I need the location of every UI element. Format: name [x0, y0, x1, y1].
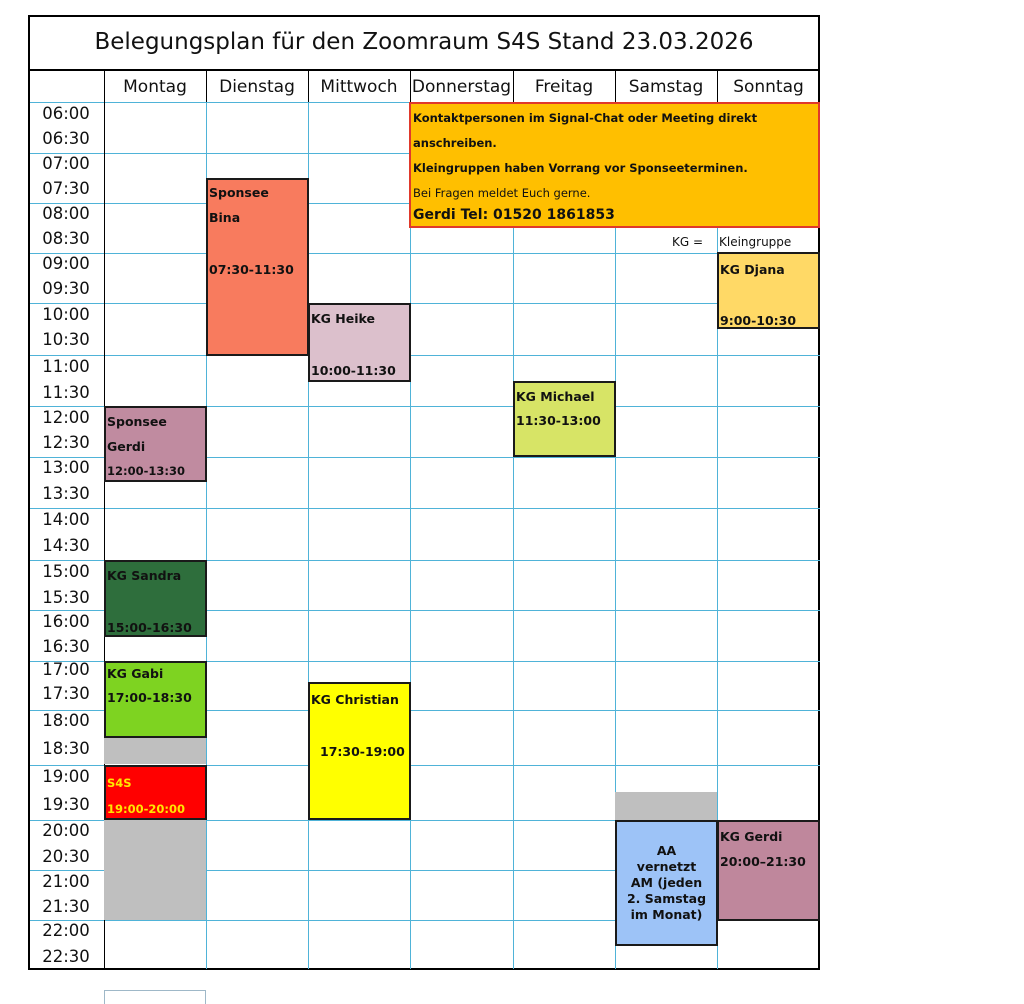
time-label: 17:00 — [42, 660, 90, 679]
event-label: AA vernetzt AM (jeden 2. Samstag im Monat) — [626, 843, 707, 922]
blocked-slot — [104, 820, 206, 920]
event-label: Sponsee — [107, 414, 167, 429]
grid-line — [30, 253, 820, 254]
event-label: Sponsee — [209, 185, 269, 200]
event-time: 07:30-11:30 — [209, 262, 294, 277]
event-kg-michael[interactable] — [513, 381, 616, 457]
grid-line — [30, 355, 820, 356]
day-header-mittwoch: Mittwoch — [320, 76, 398, 97]
event-label: KG Gabi — [107, 666, 164, 681]
event-time: 9:00-10:30 — [720, 313, 797, 328]
time-label: 14:00 — [42, 510, 90, 529]
time-label: 18:00 — [42, 711, 90, 730]
event-time: 19:00-20:00 — [107, 802, 185, 816]
day-header-samstag: Samstag — [628, 76, 704, 97]
grid-line — [30, 508, 820, 509]
event-kg-sandra[interactable] — [104, 560, 207, 637]
event-kg-djana[interactable] — [717, 252, 820, 329]
time-label: 16:00 — [42, 612, 90, 631]
time-label: 19:30 — [42, 795, 90, 814]
day-header-sonntag: Sonntag — [733, 76, 804, 97]
event-sponsee-gerdi[interactable] — [104, 406, 207, 482]
time-label: 22:30 — [42, 947, 90, 966]
time-label: 06:30 — [42, 129, 90, 148]
time-label: 12:00 — [42, 408, 90, 427]
page-title: Belegungsplan für den Zoomraum S4S Stand 23.03.2026 — [28, 15, 820, 71]
time-label: 08:00 — [42, 204, 90, 223]
time-label: 12:30 — [42, 433, 90, 452]
event-label: KG Djana — [720, 262, 785, 277]
event-label: S4S — [107, 776, 132, 790]
event-kg-gabi[interactable] — [104, 661, 207, 738]
event-label: KG Heike — [311, 311, 375, 326]
note-line: Bei Fragen meldet Euch gerne. — [413, 186, 591, 200]
time-label: 15:30 — [42, 588, 90, 607]
time-label: 10:30 — [42, 330, 90, 349]
event-time: 15:00-16:30 — [107, 620, 192, 635]
time-label: 17:30 — [42, 684, 90, 703]
note-line: Kleingruppen haben Vorrang vor Sponseeterminen. — [413, 161, 748, 175]
time-label: 13:30 — [42, 484, 90, 503]
event-kg-gerdi[interactable] — [717, 820, 820, 921]
time-label: 19:00 — [42, 767, 90, 786]
grid-line — [410, 102, 411, 969]
time-label: 09:30 — [42, 279, 90, 298]
event-time: 10:00-11:30 — [311, 363, 396, 378]
event-time: 11:30-13:00 — [516, 413, 601, 428]
time-label: 15:00 — [42, 562, 90, 581]
event-label: KG Gerdi — [720, 829, 783, 844]
time-label: 07:00 — [42, 154, 90, 173]
time-label: 07:30 — [42, 179, 90, 198]
time-label: 20:00 — [42, 821, 90, 840]
footer-stub — [104, 990, 206, 1004]
day-header-dienstag: Dienstag — [219, 76, 295, 97]
event-time: 20:00–21:30 — [720, 854, 806, 869]
event-time: 12:00-13:30 — [107, 464, 185, 478]
event-label: KG Sandra — [107, 568, 182, 583]
event-s4s[interactable] — [104, 765, 207, 820]
event-label: Bina — [209, 210, 241, 225]
legend-abbr: KG = — [672, 235, 704, 249]
time-label: 22:00 — [42, 921, 90, 940]
time-label: 13:00 — [42, 458, 90, 477]
event-label: KG Michael — [516, 389, 595, 404]
time-label: 16:30 — [42, 637, 90, 656]
event-label: Gerdi — [107, 439, 146, 454]
event-aa-vernetzt[interactable] — [615, 820, 718, 946]
event-kg-christian[interactable] — [308, 682, 411, 820]
note-contact: Gerdi Tel: 01520 1861853 — [413, 207, 615, 223]
time-label: 18:30 — [42, 739, 90, 758]
day-header-freitag: Freitag — [534, 76, 594, 97]
event-sponsee-bina[interactable] — [206, 178, 309, 356]
time-label: 06:00 — [42, 104, 90, 123]
info-note — [409, 102, 820, 228]
legend-meaning: Kleingruppe — [719, 235, 792, 249]
grid-line — [30, 303, 820, 304]
event-time: 17:30-19:00 — [320, 744, 405, 759]
time-label: 09:00 — [42, 254, 90, 273]
note-line: Kontaktpersonen im Signal-Chat oder Meeting direkt — [413, 111, 758, 125]
time-label: 21:00 — [42, 872, 90, 891]
grid-line — [513, 102, 514, 969]
time-label: 20:30 — [42, 847, 90, 866]
day-header-montag: Montag — [123, 76, 187, 97]
time-label: 10:00 — [42, 305, 90, 324]
event-label: KG Christian — [311, 692, 399, 707]
note-line: anschreiben. — [413, 136, 497, 150]
time-label: 11:00 — [42, 357, 90, 376]
time-label: 14:30 — [42, 536, 90, 555]
blocked-slot — [615, 792, 717, 820]
day-header-donnerstag: Donnerstag — [411, 76, 512, 97]
time-label: 21:30 — [42, 897, 90, 916]
event-time: 17:00-18:30 — [107, 690, 192, 705]
event-kg-heike[interactable] — [308, 303, 411, 382]
time-label: 11:30 — [42, 383, 90, 402]
time-label: 08:30 — [42, 229, 90, 248]
blocked-slot — [104, 737, 206, 764]
